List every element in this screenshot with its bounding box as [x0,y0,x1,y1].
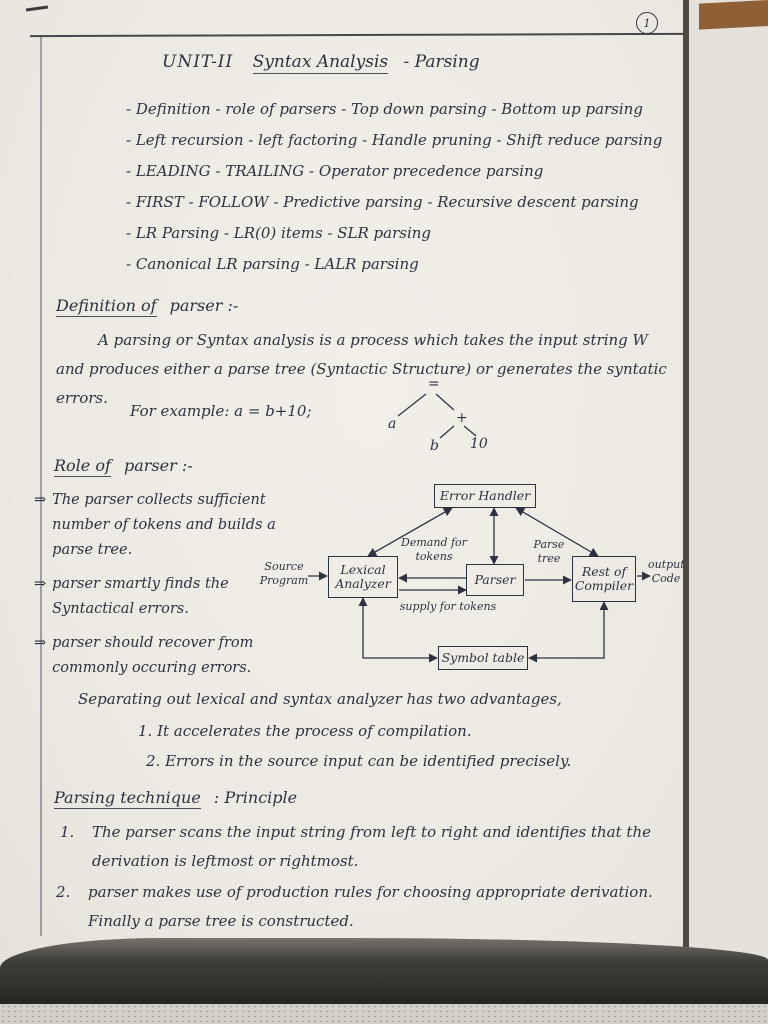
advantages-intro: Separating out lexical and syntax analyzer has two advantages, [78,690,562,708]
technique-heading [54,788,297,807]
technique-heading-underlined: Parsing technique [54,788,201,807]
technique-item-text: parser makes use of production rules for choosing appropriate derivation. Finally a parse tree is constructed. [88,883,653,930]
definition-line: A parsing or Syntax analysis is a process which takes the input string W [98,331,648,349]
tree-operator: + [456,410,468,426]
diagram-label-source-program: Source Program [259,560,309,587]
diagram-box-error-handler: Error Handler [434,484,536,508]
diagram-box-parser: Parser [466,564,524,596]
title-suffix: - Parsing [403,52,480,72]
definition-line: and produces either a parse tree (Syntactic Structure) or generates the syntatic [56,360,667,378]
topic-line: - FIRST - FOLLOW - Predictive parsing - Recursive descent parsing [126,193,639,211]
parse-tree-diagram [382,374,502,454]
double-arrow-icon: ⇒ [34,492,47,508]
definition-heading-underlined: Definition of [56,296,157,315]
topic-line: - Canonical LR parsing - LALR parsing [126,255,419,273]
page-number-badge [636,12,658,34]
topics-list [126,94,662,280]
role-heading-underlined: Role of [54,456,111,475]
diagram-box-lexical-analyzer: Lexical Analyzer [328,556,398,598]
diagram-box-rest-of-compiler: Rest of Compiler [572,556,636,602]
advantage-item: 2. Errors in the source input can be identified precisely. [146,752,572,770]
technique-item-number: 1. [60,823,75,841]
tree-left-leaf: b [430,438,439,454]
parser-role-diagram [258,478,684,683]
page-number: 1 [643,16,651,30]
top-margin-rule [30,33,686,37]
tree-right-leaf: 10 [470,436,488,452]
technique-heading-rest: : Principle [213,788,298,807]
role-point-text: The parser collects sufficient number of tokens and builds a parse tree. [52,492,276,558]
diagram-box-symbol-table: Symbol table [438,646,528,670]
tree-edge [398,394,426,416]
left-margin-rule [40,36,42,936]
topic-line: - Left recursion - left factoring - Handle pruning - Shift reduce parsing [126,131,663,149]
role-point [34,631,278,681]
role-point-text: parser smartly finds the Syntactical errors. [52,576,229,617]
page-title [162,52,480,72]
diagram-label-demand-for-tokens: Demand for tokens [401,536,467,563]
tree-left-child: a [388,416,397,432]
title-topic: Syntax Analysis [252,52,389,72]
tree-root: = [428,376,440,392]
technique-item [60,818,676,876]
double-arrow-icon: ⇒ [34,635,47,651]
definition-paragraph [56,326,670,413]
page-under-edge [689,0,768,948]
role-point [34,488,278,563]
technique-item-text: The parser scans the input string from left to right and identifies that the derivation is leftmost or rightmost. [92,823,651,870]
diagram-label-supply-for-tokens: supply for tokens [399,600,497,613]
double-arrow-icon: ⇒ [34,576,47,592]
page-edge-shadow [683,0,689,948]
tree-edge [436,394,454,410]
diagram-label-output-code: output Code [648,558,685,585]
topic-line: - Definition - role of parsers - Top down parsing - Bottom up parsing [126,100,643,118]
role-heading [54,456,193,475]
technique-item [56,878,672,936]
corner-mark [26,5,48,11]
bottom-page-shadow [0,938,768,1006]
tree-edge [440,426,454,438]
example-text: For example: a = b+10; [130,402,312,420]
definition-line: errors. [56,389,108,407]
diagram-label-parse-tree: Parse tree [533,538,565,565]
role-points-list [34,488,278,690]
role-point [34,572,278,622]
advantage-item: 1. It accelerates the process of compilation. [138,722,472,740]
topic-line: - LR Parsing - LR(0) items - SLR parsing [126,224,432,242]
unit-label: UNIT-II [162,52,234,72]
technique-item-number: 2. [56,883,71,901]
definition-heading-rest: parser :- [169,296,239,315]
bottom-desk-strip [0,1004,768,1024]
topic-line: - LEADING - TRAILING - Operator precedence parsing [126,162,544,180]
role-point-text: parser should recover from commonly occuring errors. [52,635,254,676]
definition-heading [56,296,238,315]
role-heading-rest: parser :- [124,456,193,475]
desk-corner [699,0,768,30]
tree-edge [464,426,476,436]
